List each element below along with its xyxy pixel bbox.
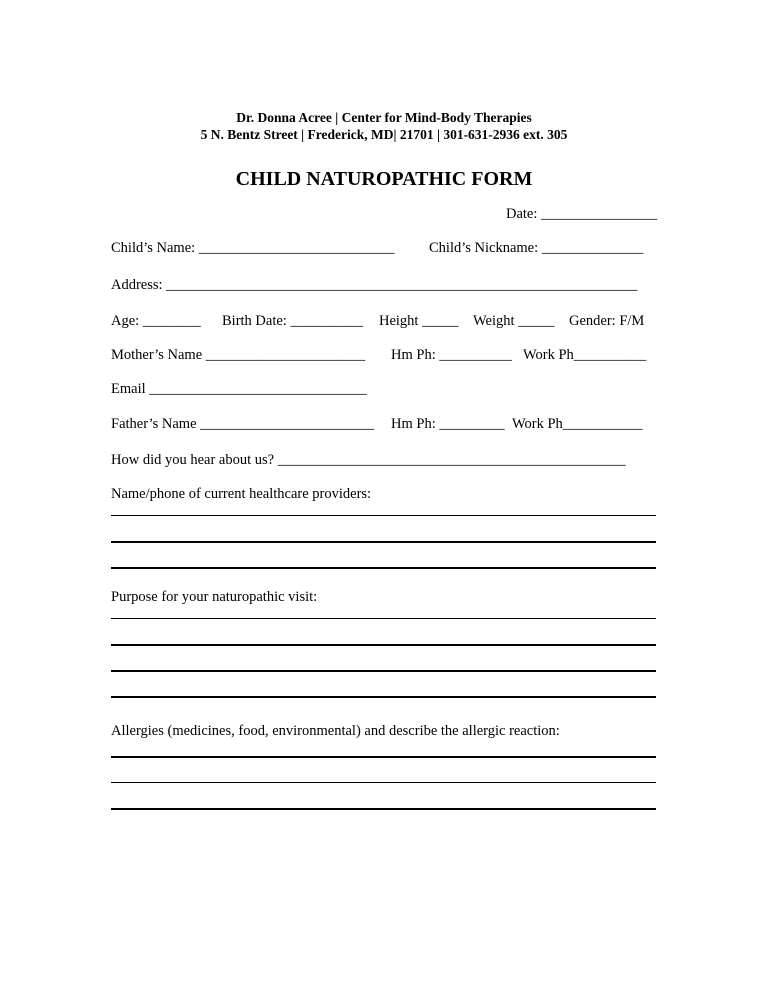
child-name-row xyxy=(111,239,657,259)
purpose-label: Purpose for your naturopathic visit: xyxy=(111,589,318,605)
mother-row xyxy=(111,346,657,366)
form-title: CHILD NATUROPATHIC FORM xyxy=(235,168,533,190)
email-row xyxy=(111,380,657,400)
referral-field[interactable]: How did you hear about us? ________________________________________________ xyxy=(111,452,626,468)
weight-field[interactable]: Weight _____ xyxy=(473,313,555,329)
providers-line-1[interactable] xyxy=(111,515,656,516)
date-field[interactable]: Date: ________________ xyxy=(505,206,657,222)
age-row xyxy=(111,312,657,332)
clinic-name-line: Dr. Donna Acree | Center for Mind-Body Therapies xyxy=(236,110,532,125)
allergies-line-2[interactable] xyxy=(111,782,656,783)
address-row xyxy=(111,276,657,296)
referral-row xyxy=(111,451,657,471)
birth-date-field[interactable]: Birth Date: __________ xyxy=(222,313,363,329)
mother-home-phone-field[interactable]: Hm Ph: __________ xyxy=(391,347,512,363)
child-name-field[interactable]: Child’s Name: ___________________________ xyxy=(111,240,395,256)
purpose-line-1[interactable] xyxy=(111,618,656,619)
allergies-line-1[interactable] xyxy=(111,756,656,758)
providers-line-3[interactable] xyxy=(111,567,656,569)
age-field[interactable]: Age: ________ xyxy=(111,313,201,329)
mother-work-phone-field[interactable]: Work Ph__________ xyxy=(523,347,647,363)
allergies-line-3[interactable] xyxy=(111,808,656,810)
mother-name-field[interactable]: Mother’s Name ______________________ xyxy=(111,347,366,363)
father-name-field[interactable]: Father’s Name ________________________ xyxy=(111,416,375,432)
purpose-line-4[interactable] xyxy=(111,696,656,698)
clinic-address-line: 5 N. Bentz Street | Frederick, MD| 21701 | 301-631-2936 ext. 305 xyxy=(200,127,568,142)
purpose-line-2[interactable] xyxy=(111,644,656,646)
gender-field[interactable]: Gender: F/M xyxy=(569,313,645,329)
email-field[interactable]: Email ______________________________ xyxy=(111,381,367,397)
father-row xyxy=(111,415,657,435)
purpose-line-3[interactable] xyxy=(111,670,656,672)
address-field[interactable]: Address: _________________________________________________________________ xyxy=(111,277,638,293)
father-home-phone-field[interactable]: Hm Ph: _________ xyxy=(391,416,505,432)
father-work-phone-field[interactable]: Work Ph___________ xyxy=(512,416,643,432)
providers-line-2[interactable] xyxy=(111,541,656,543)
providers-label: Name/phone of current healthcare providers: xyxy=(111,486,372,502)
child-nickname-field[interactable]: Child’s Nickname: ______________ xyxy=(429,240,644,256)
height-field[interactable]: Height _____ xyxy=(379,313,459,329)
allergies-label: Allergies (medicines, food, environmental) and describe the allergic reaction: xyxy=(111,723,560,739)
